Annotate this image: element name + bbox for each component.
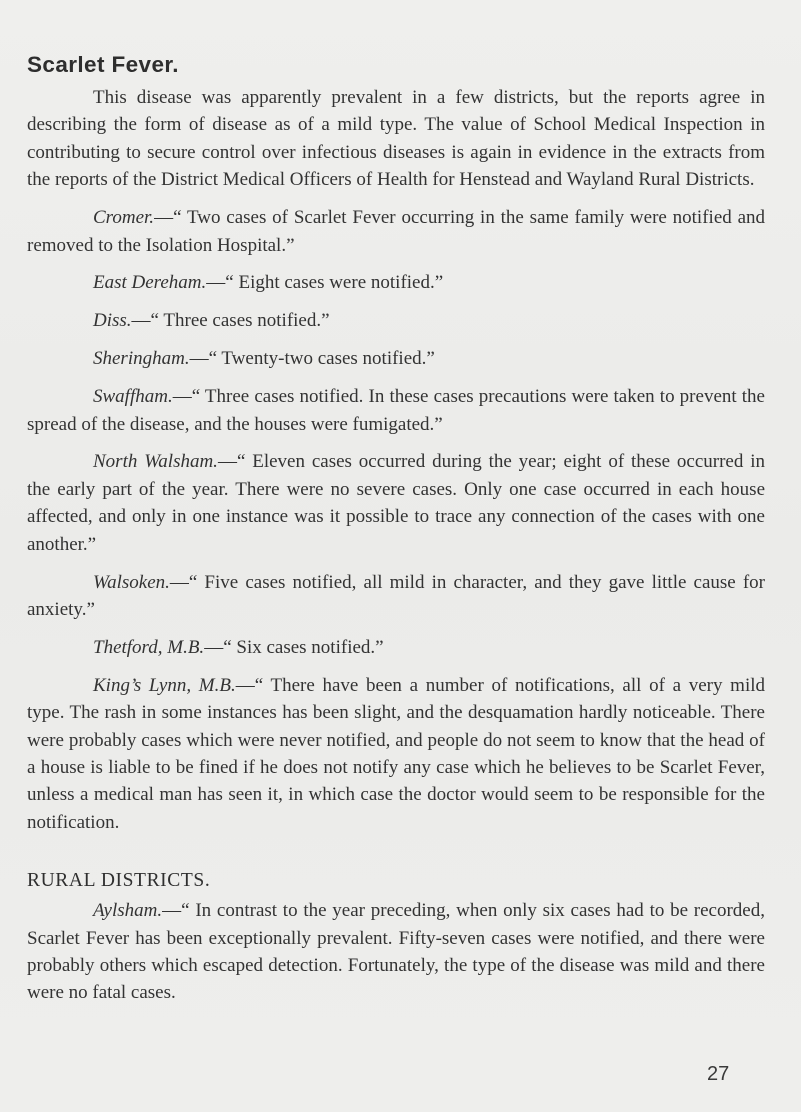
district-report-text: —“ Six cases notified.” [204, 636, 384, 658]
district-entry [27, 448, 765, 558]
district-report-text: —“ Two cases of Scarlet Fever occurring in the same family were notified and removed to the Isolation Hospital.” [27, 207, 765, 256]
district-name: Thetford, M.B. [93, 636, 205, 658]
district-entry [27, 897, 765, 1007]
page-number: 27 [707, 1063, 730, 1085]
district-report-text: —“ Three cases notified. In these cases precautions were taken to prevent the spread of the disease, and the houses were fumigated.” [27, 386, 765, 435]
rural-district-entries [27, 897, 765, 1007]
district-report-text: —“ Twenty-two cases notified.” [189, 348, 435, 370]
district-entries [27, 204, 765, 836]
district-entry [27, 204, 765, 259]
district-report-text: —“ Eight cases were notified.” [206, 272, 444, 294]
district-name: Diss. [93, 310, 132, 332]
page-content [27, 52, 765, 1007]
district-name: North Walsham. [93, 451, 218, 473]
section-heading: Scarlet Fever. [27, 52, 179, 77]
district-entry [27, 269, 765, 296]
district-report-text: —“ Five cases notified, all mild in character, and they gave little cause for anxiety.” [27, 571, 765, 620]
district-entry [27, 345, 765, 372]
intro-paragraph: This disease was apparently prevalent in a few districts, but the reports agree in describing the form of disease as of a mild type. The value of School Medical Inspection in contributing to secure control over infectious diseases is again in evidence in the extracts from the reports of the District Medical Officers of Health for Henstead and Wayland Rural Districts. [27, 87, 765, 191]
district-entry [27, 672, 765, 836]
district-entry [27, 383, 765, 438]
district-name: East Dereham. [93, 272, 207, 294]
district-name: Sheringham. [93, 348, 190, 370]
district-entry [27, 634, 765, 661]
district-report-text: —“ In contrast to the year preceding, when only six cases had to be recorded, Scarlet Fever has been exceptionally prevalent. Fifty-seven cases were notified, and there were probably others which escaped detection. Fortunately, the type of the disease was mild and there were no fatal cases. [27, 900, 765, 1004]
rural-districts-heading: RURAL DISTRICTS. [27, 870, 211, 892]
district-report-text: —“ Three cases notified.” [131, 310, 330, 332]
district-entry [27, 569, 765, 624]
district-name: King’s Lynn, M.B. [93, 674, 236, 696]
district-name: Walsoken. [93, 571, 170, 593]
district-name: Aylsham. [93, 900, 163, 922]
district-name: Swaffham. [93, 386, 173, 408]
district-name: Cromer. [93, 207, 155, 229]
district-entry [27, 307, 765, 334]
district-report-text: —“ Eleven cases occurred during the year; eight of these occurred in the early part of the year. There were no severe cases. Only one case occurred in each house affected, and only in one instance was it possible to trace any connection of the cases with one another.” [27, 451, 765, 555]
district-report-text: —“ There have been a number of notifications, all of a very mild type. The rash in some instances has been slight, and the desquamation hardly noticeable. There were probably cases which were never notified, and people do not seem to know that the head of a house is liable to be fined if he does not notify any case which he believes to be Scarlet Fever, unless a medical man has seen it, in which case the doctor would seem to be responsible for the notification. [27, 674, 766, 833]
